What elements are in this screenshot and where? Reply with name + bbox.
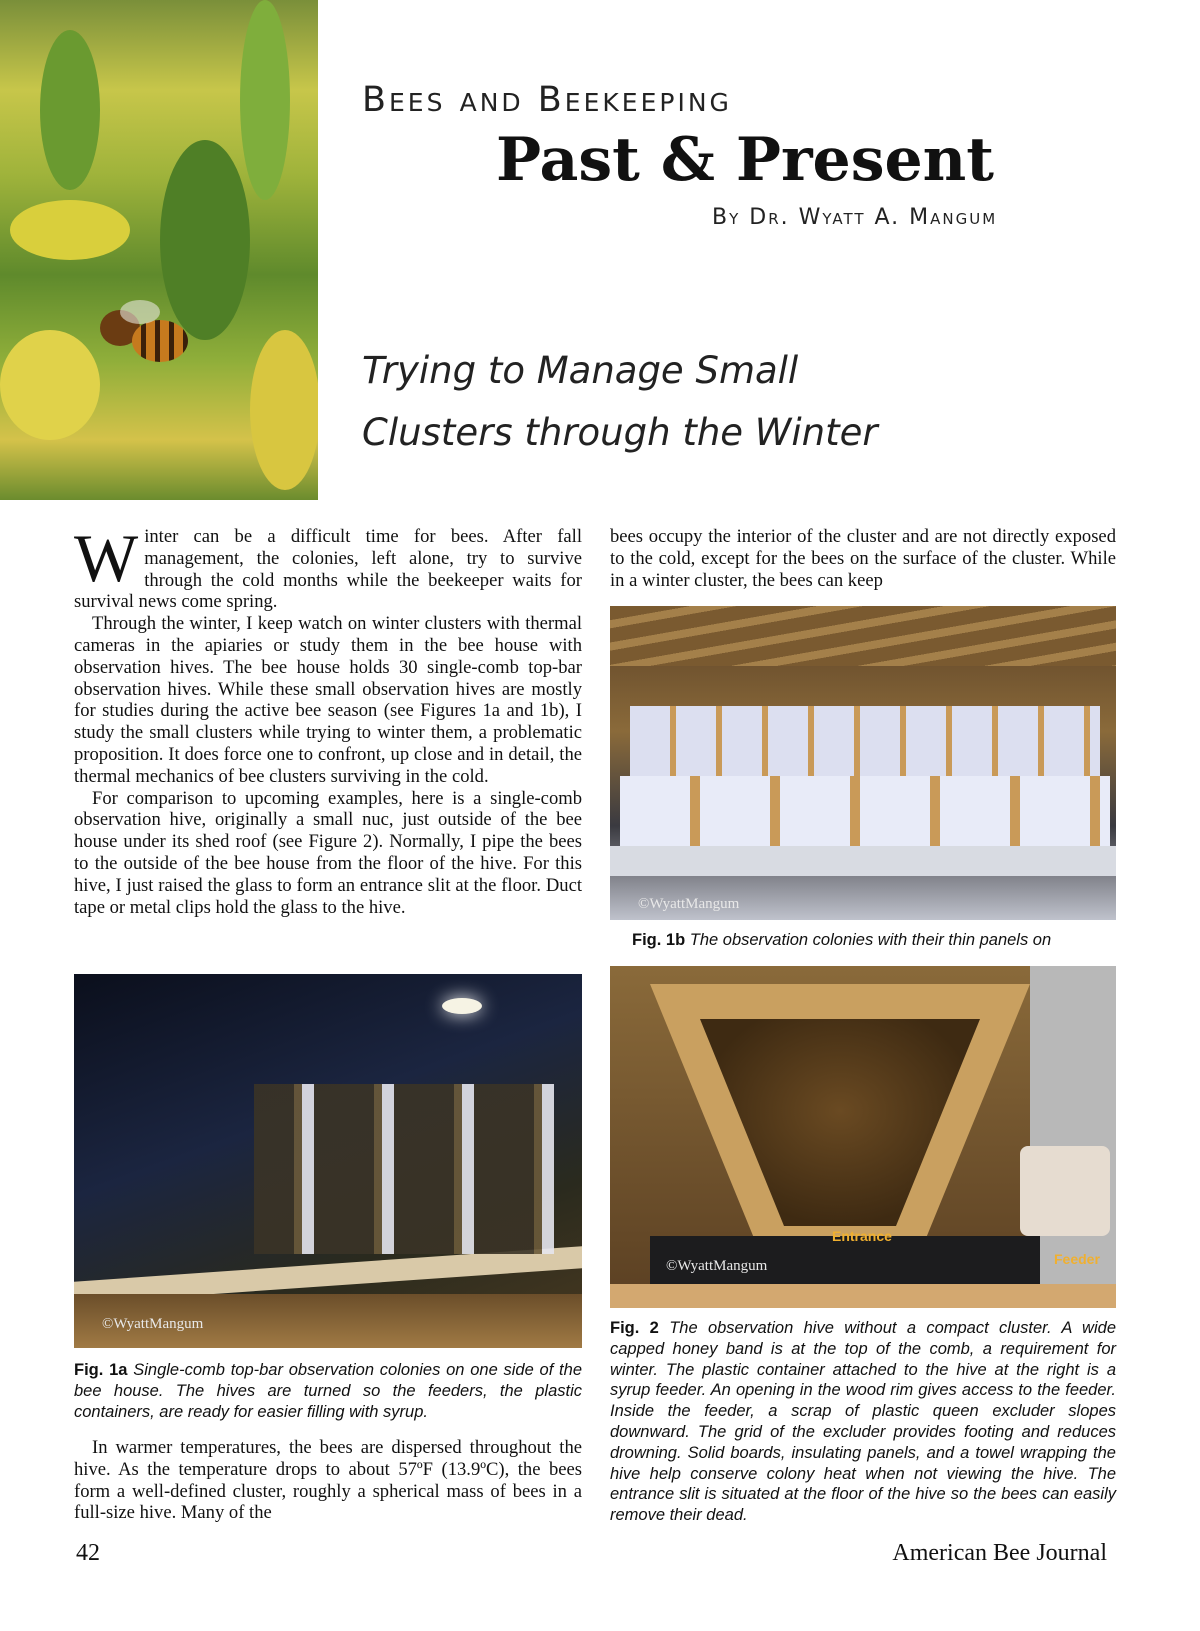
figure-2-caption bbox=[610, 1318, 1116, 1526]
left-column-bottom bbox=[74, 1437, 582, 1524]
paragraph-continued: bees occupy the interior of the cluster and are not directly exposed to the cold, except for the bees on the surface of the cluster. While in a winter cluster, the bees can keep bbox=[610, 526, 1116, 591]
series-subtitle: Past & Present bbox=[496, 125, 995, 195]
header-photo-bee-on-flowers bbox=[0, 0, 318, 500]
article-title-line1: Trying to Manage Small bbox=[362, 349, 799, 392]
figure-1b-caption bbox=[632, 930, 1116, 951]
figure-1a-label: Fig. 1a bbox=[74, 1361, 128, 1379]
figure-1b-photo bbox=[610, 606, 1116, 920]
article-title bbox=[362, 340, 1102, 464]
page-number: 42 bbox=[76, 1540, 100, 1566]
right-column-top bbox=[610, 526, 1116, 591]
figure-2-caption-text: The observation hive without a compact cluster. A wide capped honey band is at the top of the comb, a requirement for winter. The plastic container attached to the hive at the right is a syrup feeder. An opening in the wood rim gives access to the feeder. Inside the feeder, a scrap of plastic queen excluder slopes downward. The grid of the excluder provides footing and reduces drowning. Solid boards, insulating panels, and a towel wrapping the hive help conserve colony heat when not viewing the hive. The entrance slit is situated at the floor of the hive so the bees can easily remove their dead. bbox=[610, 1319, 1116, 1525]
figure-2-photo bbox=[610, 966, 1116, 1308]
byline: By Dr. Wyatt A. Mangum bbox=[712, 205, 998, 230]
paragraph-2: Through the winter, I keep watch on winter clusters with thermal cameras in the apiaries or study them in the bee house with observation hives. The bee house holds 30 single-comb top-bar observation hives. While these small observation hives are mostly for studies during the active bee season (see Figures 1a and 1b), I study the small clusters while trying to winter them, a problematic proposition. It does force one to confront, up close and in detail, the thermal mechanics of bee clusters surviving in the cold. bbox=[74, 613, 582, 787]
series-title: Bees and Beekeeping bbox=[362, 80, 732, 120]
figure-1b-caption-text: The observation colonies with their thin panels on bbox=[689, 931, 1052, 949]
figure-1a-copyright: ©WyattMangum bbox=[102, 1316, 204, 1332]
feeder-label: Feeder bbox=[1054, 1251, 1100, 1267]
drop-cap: W bbox=[74, 520, 139, 596]
paragraph-4: In warmer temperatures, the bees are dispersed throughout the hive. As the temperature drops to about 57ºF (13.9ºC), the bees form a well-defined cluster, roughly a spherical mass of bees in a full-size hive. Many of the bbox=[74, 1437, 582, 1524]
figure-1a-caption bbox=[74, 1360, 582, 1422]
figure-2-copyright: ©WyattMangum bbox=[666, 1258, 768, 1274]
figure-1a-photo bbox=[74, 974, 582, 1348]
left-column-top bbox=[74, 520, 582, 918]
paragraph-3: For comparison to upcoming examples, here is a single-comb observation hive, originally a small nuc, just outside of the bee house under its shed roof (see Figure 2). Normally, I pipe the bees to the outside of the bee house from the floor of the hive. For this hive, I just raised the glass to form an entrance slit at the floor. Duct tape or metal clips hold the glass to the hive. bbox=[74, 787, 582, 918]
figure-1b-copyright: ©WyattMangum bbox=[638, 896, 740, 912]
article-title-line2: Clusters through the Winter bbox=[362, 411, 878, 454]
honey-bee bbox=[100, 300, 190, 370]
figure-1b-label: Fig. 1b bbox=[632, 931, 686, 949]
paragraph-1: Winter can be a difficult time for bees. After fall management, the colonies, left alone, try to survive through the cold months while the beekeeper waits for survival news come spring. bbox=[74, 520, 582, 613]
figure-1a-caption-text: Single-comb top-bar observation colonies on one side of the bee house. The hives are turned so the feeders, the plastic containers, are ready for easier filling with syrup. bbox=[74, 1361, 582, 1421]
figure-2-label: Fig. 2 bbox=[610, 1319, 659, 1337]
entrance-label: Entrance bbox=[832, 1228, 892, 1244]
journal-name: American Bee Journal bbox=[892, 1540, 1107, 1566]
